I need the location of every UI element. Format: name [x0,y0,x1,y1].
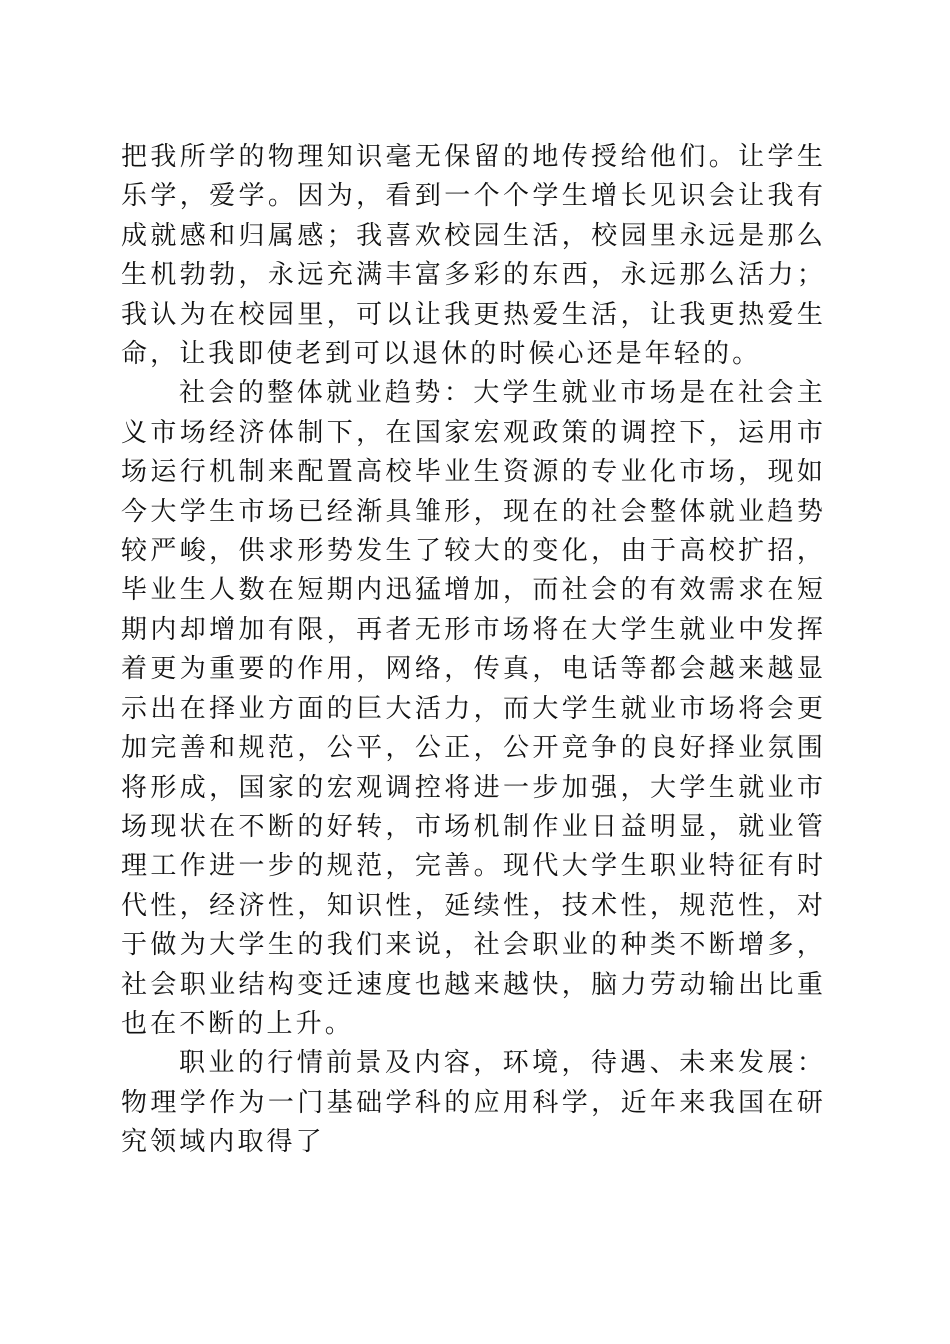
paragraph-career-prospects: 职业的行情前景及内容，环境，待遇、未来发展：物理学作为一门基础学科的应用科学，近年来我国在研究领域内取得了 [121,1048,826,1158]
paragraph-employment-trend: 社会的整体就业趋势：大学生就业市场是在社会主义市场经济体制下，在国家宏观政策的调控下，运用市场运行机制来配置高校毕业生资源的专业化市场，现如今大学生市场已经渐具雏形，现在的社会整体就业趋势较严峻，供求形势发生了较大的变化，由于高校扩招，毕业生人数在短期内迅猛增加，而社会的有效需求在短期内却增加有限，再者无形市场将在大学生就业中发挥着更为重要的作用，网络，传真，电话等都会越来越显示出在择业方面的巨大活力，而大学生就业市场将会更加完善和规范，公平，公正，公开竞争的良好择业氛围将形成，国家的宏观调控将进一步加强，大学生就业市场现状在不断的好转，市场机制作业日益明显，就业管理工作进一步的规范，完善。现代大学生职业特征有时代性，经济性，知识性，延续性，技术性，规范性，对于做为大学生的我们来说，社会职业的种类不断增多，社会职业结构变迁速度也越来越快，脑力劳动输出比重也在不断的上升。 [121,378,826,1039]
document-body [121,138,826,1163]
paragraph-continuation: 把我所学的物理知识毫无保留的地传授给他们。让学生乐学，爱学。因为，看到一个个学生增长见识会让我有成就感和归属感；我喜欢校园生活，校园里永远是那么生机勃勃，永远充满丰富多彩的东西，永远那么活力；我认为在校园里，可以让我更热爱生活，让我更热爱生命，让我即使老到可以退休的时候心还是年轻的。 [121,142,826,370]
